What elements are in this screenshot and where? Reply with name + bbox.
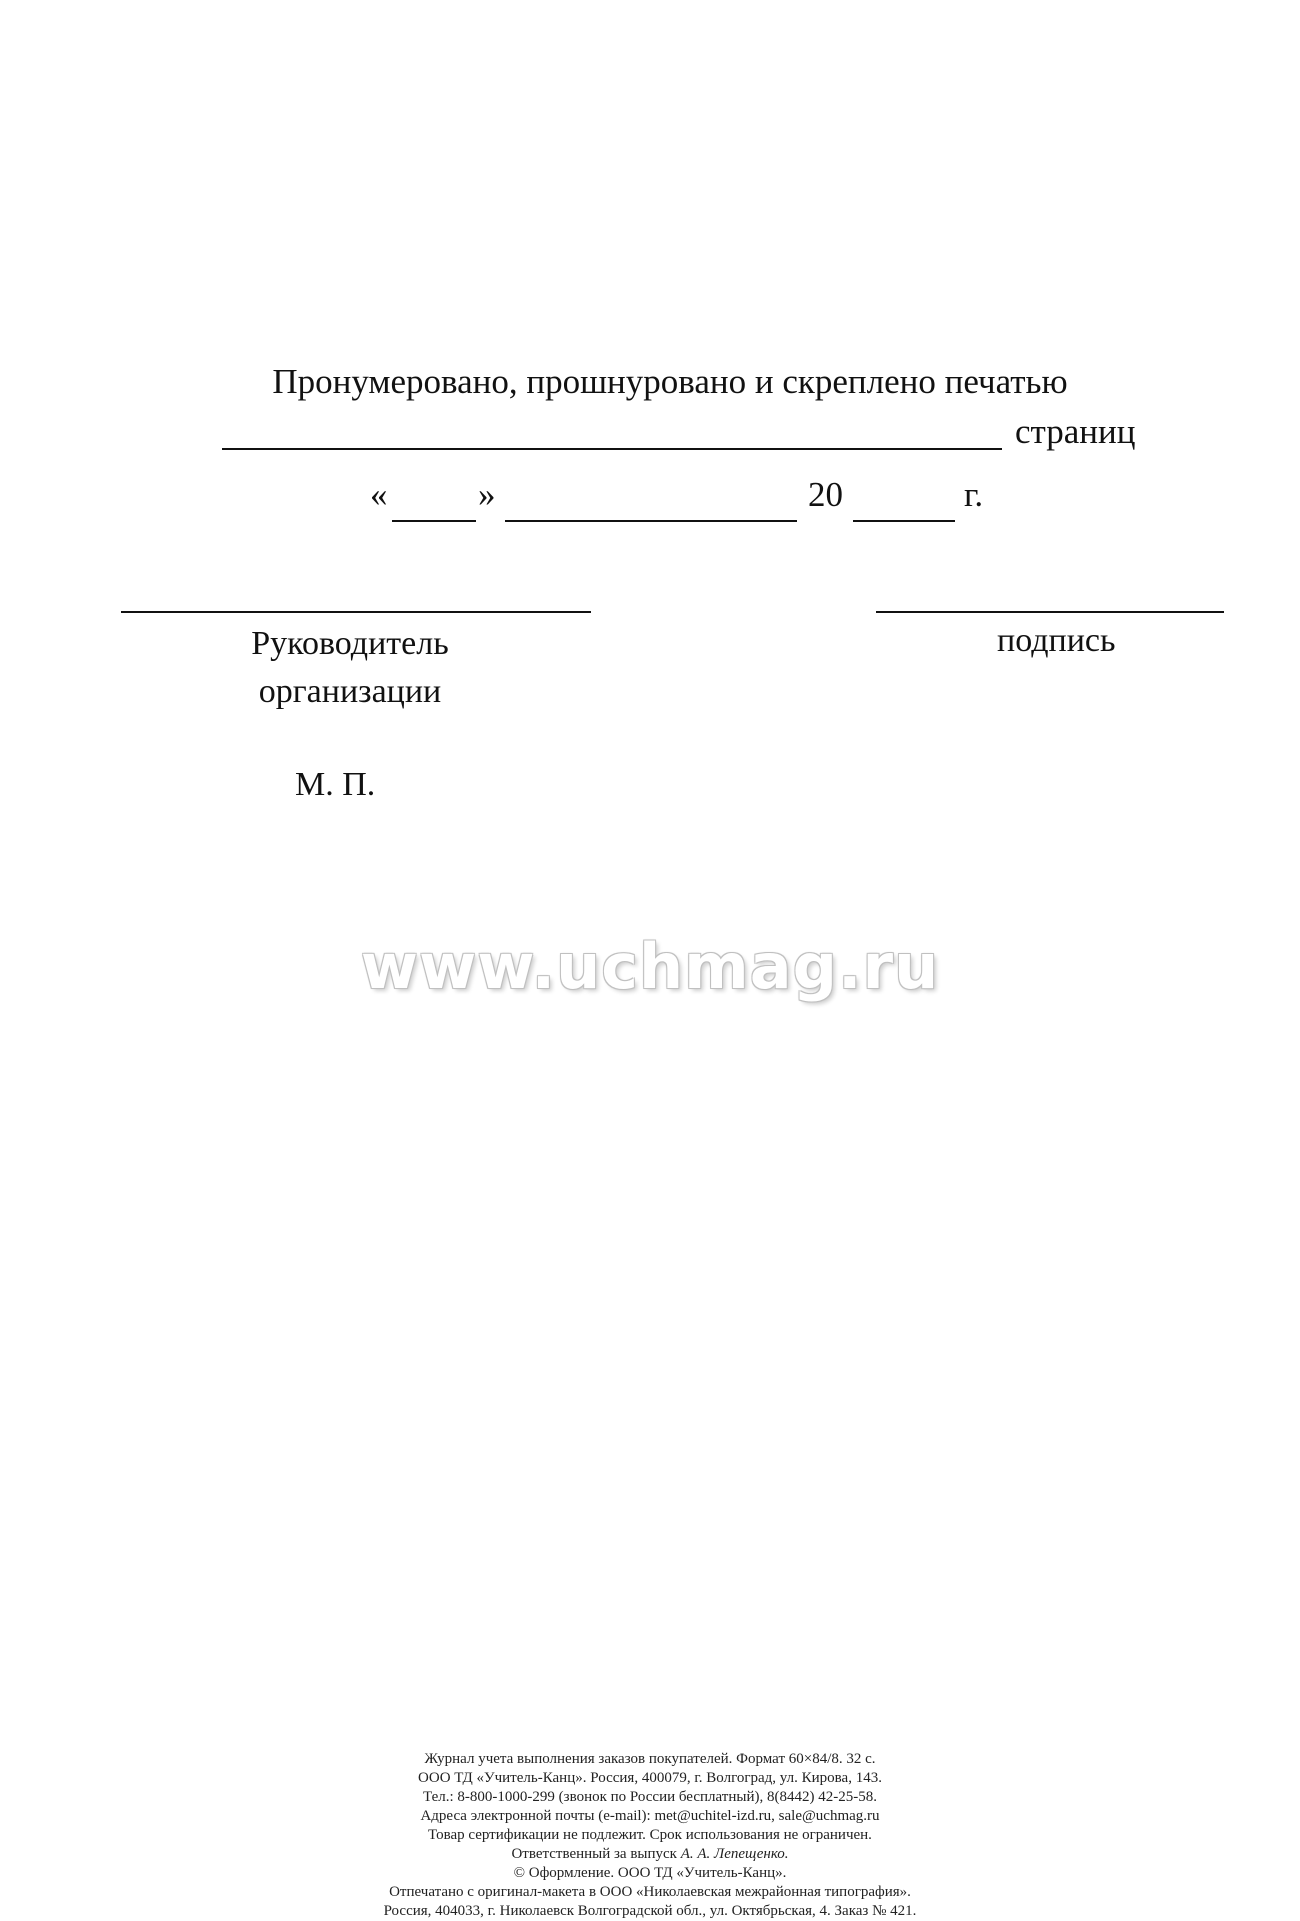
head-name-blank[interactable]	[121, 611, 591, 613]
colophon-line: Журнал учета выполнения заказов покупателей. Формат 60×84/8. 32 с.	[424, 1751, 876, 1767]
pages-word: страниц	[1015, 412, 1136, 451]
signature-label: подпись	[997, 622, 1116, 659]
colophon-line	[0, 1845, 1300, 1864]
date-month-blank[interactable]	[505, 520, 797, 522]
colophon	[0, 1750, 1300, 1921]
pages-count-blank[interactable]	[222, 448, 1002, 450]
head-of-organization-label: Руководитель организации	[251, 625, 449, 710]
colophon-line: ООО ТД «Учитель-Канц». Россия, 400079, г. Волгоград, ул. Кирова, 143.	[418, 1770, 882, 1786]
date-year-blank[interactable]	[853, 520, 955, 522]
watermark: www.uchmag.ru	[360, 930, 940, 1003]
date-year-suffix: г.	[964, 475, 984, 514]
date-open-quote: «	[370, 475, 388, 514]
colophon-line: Россия, 404033, г. Николаевск Волгоградской обл., ул. Октябрьская, 4. Заказ № 421.	[383, 1903, 917, 1919]
colophon-line: Тел.: 8-800-1000-299 (звонок по России бесплатный), 8(8442) 42-25-58.	[423, 1789, 877, 1805]
colophon-line: Адреса электронной почты (e-mail): met@uchitel-izd.ru, sale@uchmag.ru	[420, 1808, 880, 1824]
colophon-line: Отпечатано с оригинал-макета в ООО «Николаевская межрайонная типография».	[389, 1884, 911, 1900]
date-close-quote: »	[478, 475, 496, 514]
colophon-line: © Оформление. ООО ТД «Учитель-Канц».	[513, 1865, 787, 1881]
signature-blank[interactable]	[876, 611, 1224, 613]
responsible-prefix: Ответственный за выпуск	[511, 1846, 681, 1862]
date-day-blank[interactable]	[392, 520, 476, 522]
stamp-place-label: М. П.	[295, 766, 376, 803]
date-century: 20	[808, 475, 843, 514]
certification-text: Пронумеровано, прошнуровано и скреплено печатью	[272, 362, 1068, 401]
responsible-name: А. А. Лепещенко.	[680, 1846, 789, 1862]
colophon-line: Товар сертификации не подлежит. Срок использования не ограничен.	[428, 1827, 872, 1843]
